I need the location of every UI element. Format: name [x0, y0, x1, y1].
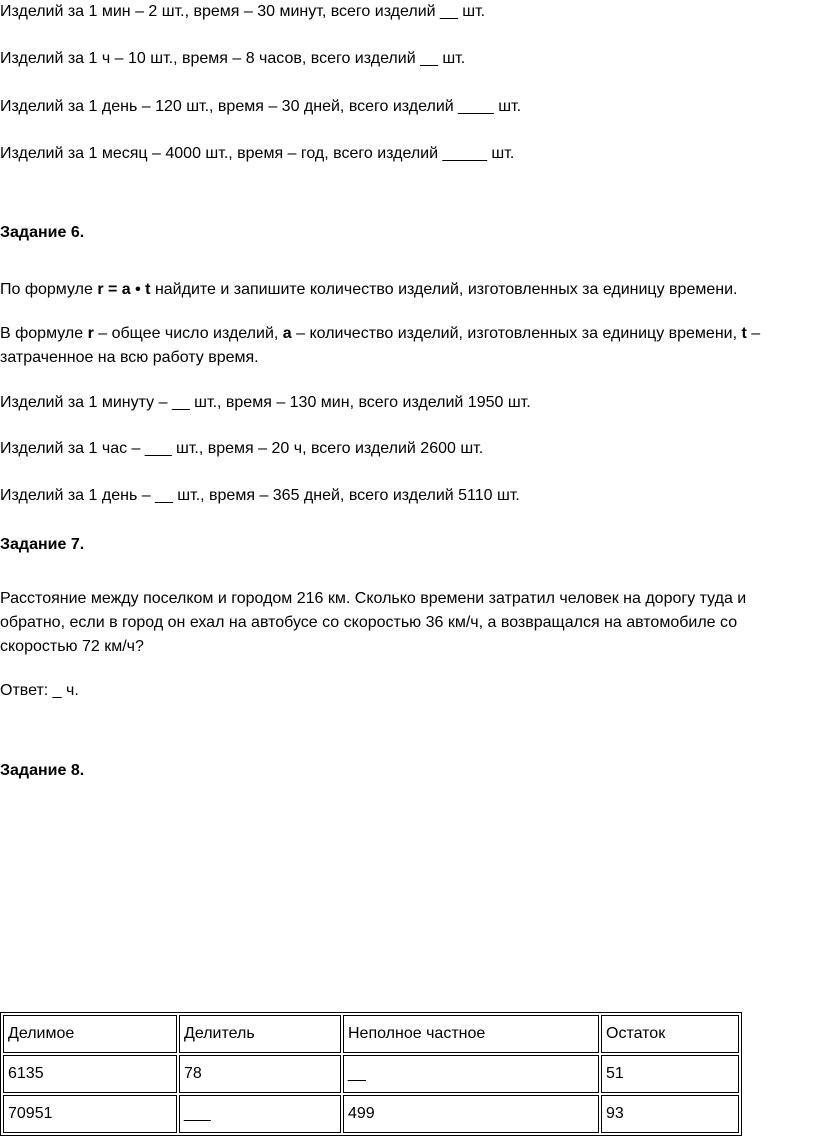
table-cell: __ [343, 1055, 599, 1093]
table-header-cell: Остаток [601, 1015, 739, 1053]
table-cell: ___ [179, 1095, 341, 1133]
table-header-cell: Делитель [179, 1015, 341, 1053]
table-cell: 499 [343, 1095, 599, 1133]
intro-line: Изделий за 1 день – 120 шт., время – 30 дней, всего изделий ____ шт. [0, 98, 522, 115]
formula: r = a • t [97, 281, 151, 298]
task6-line: Изделий за 1 час – ___ шт., время – 20 ч, всего изделий 2600 шт. [0, 440, 484, 457]
task6-line: Изделий за 1 день – __ шт., время – 365 дней, всего изделий 5110 шт. [0, 487, 520, 504]
intro-line: Изделий за 1 мин – 2 шт., время – 30 минут, всего изделий __ шт. [0, 3, 486, 20]
var-a: a [282, 325, 292, 342]
table-cell: 93 [601, 1095, 739, 1133]
table-row [3, 1095, 739, 1133]
formula-intro: По формуле [0, 281, 98, 298]
division-table [0, 1012, 742, 1136]
intro-line: Изделий за 1 ч – 10 шт., время – 8 часов, всего изделий __ шт. [0, 50, 466, 67]
task6-heading: Задание 6. [0, 224, 85, 241]
a-def: – количество изделий, изготовленных за единицу времени, [291, 325, 742, 342]
var-t: t [741, 325, 747, 342]
task6-definition [0, 322, 790, 370]
formula-rest: найдите и запишите количество изделий, изготовленных за единицу времени. [150, 281, 738, 298]
table-cell: 78 [179, 1055, 341, 1093]
task7-text: Расстояние между поселком и городом 216 км. Сколько времени затратил человек на дорогу туда и обратно, если в город он ехал на автобусе со скоростью 36 км/ч, а возвращался на автомобиле со скоростью 72 км/ч? [0, 590, 747, 655]
table-cell: 6135 [3, 1055, 177, 1093]
table-cell: 70951 [3, 1095, 177, 1133]
task6-line: Изделий за 1 минуту – __ шт., время – 130 мин, всего изделий 1950 шт. [0, 394, 531, 411]
def-intro: В формуле [0, 325, 88, 342]
task8-heading: Задание 8. [0, 762, 85, 779]
r-def: – общее число изделий, [93, 325, 283, 342]
task6-formula-line [0, 279, 737, 301]
table-header-row [3, 1015, 739, 1053]
table-header-cell: Неполное частное [343, 1015, 599, 1053]
var-r: r [87, 325, 94, 342]
task7-answer: Ответ: _ ч. [0, 682, 79, 699]
table-row [3, 1055, 739, 1093]
intro-line: Изделий за 1 месяц – 4000 шт., время – год, всего изделий _____ шт. [0, 145, 515, 162]
table-header-cell: Делимое [3, 1015, 177, 1053]
table-cell: 51 [601, 1055, 739, 1093]
t-def: – затраченное на всю работу время. [0, 325, 761, 366]
task7-heading: Задание 7. [0, 536, 85, 553]
